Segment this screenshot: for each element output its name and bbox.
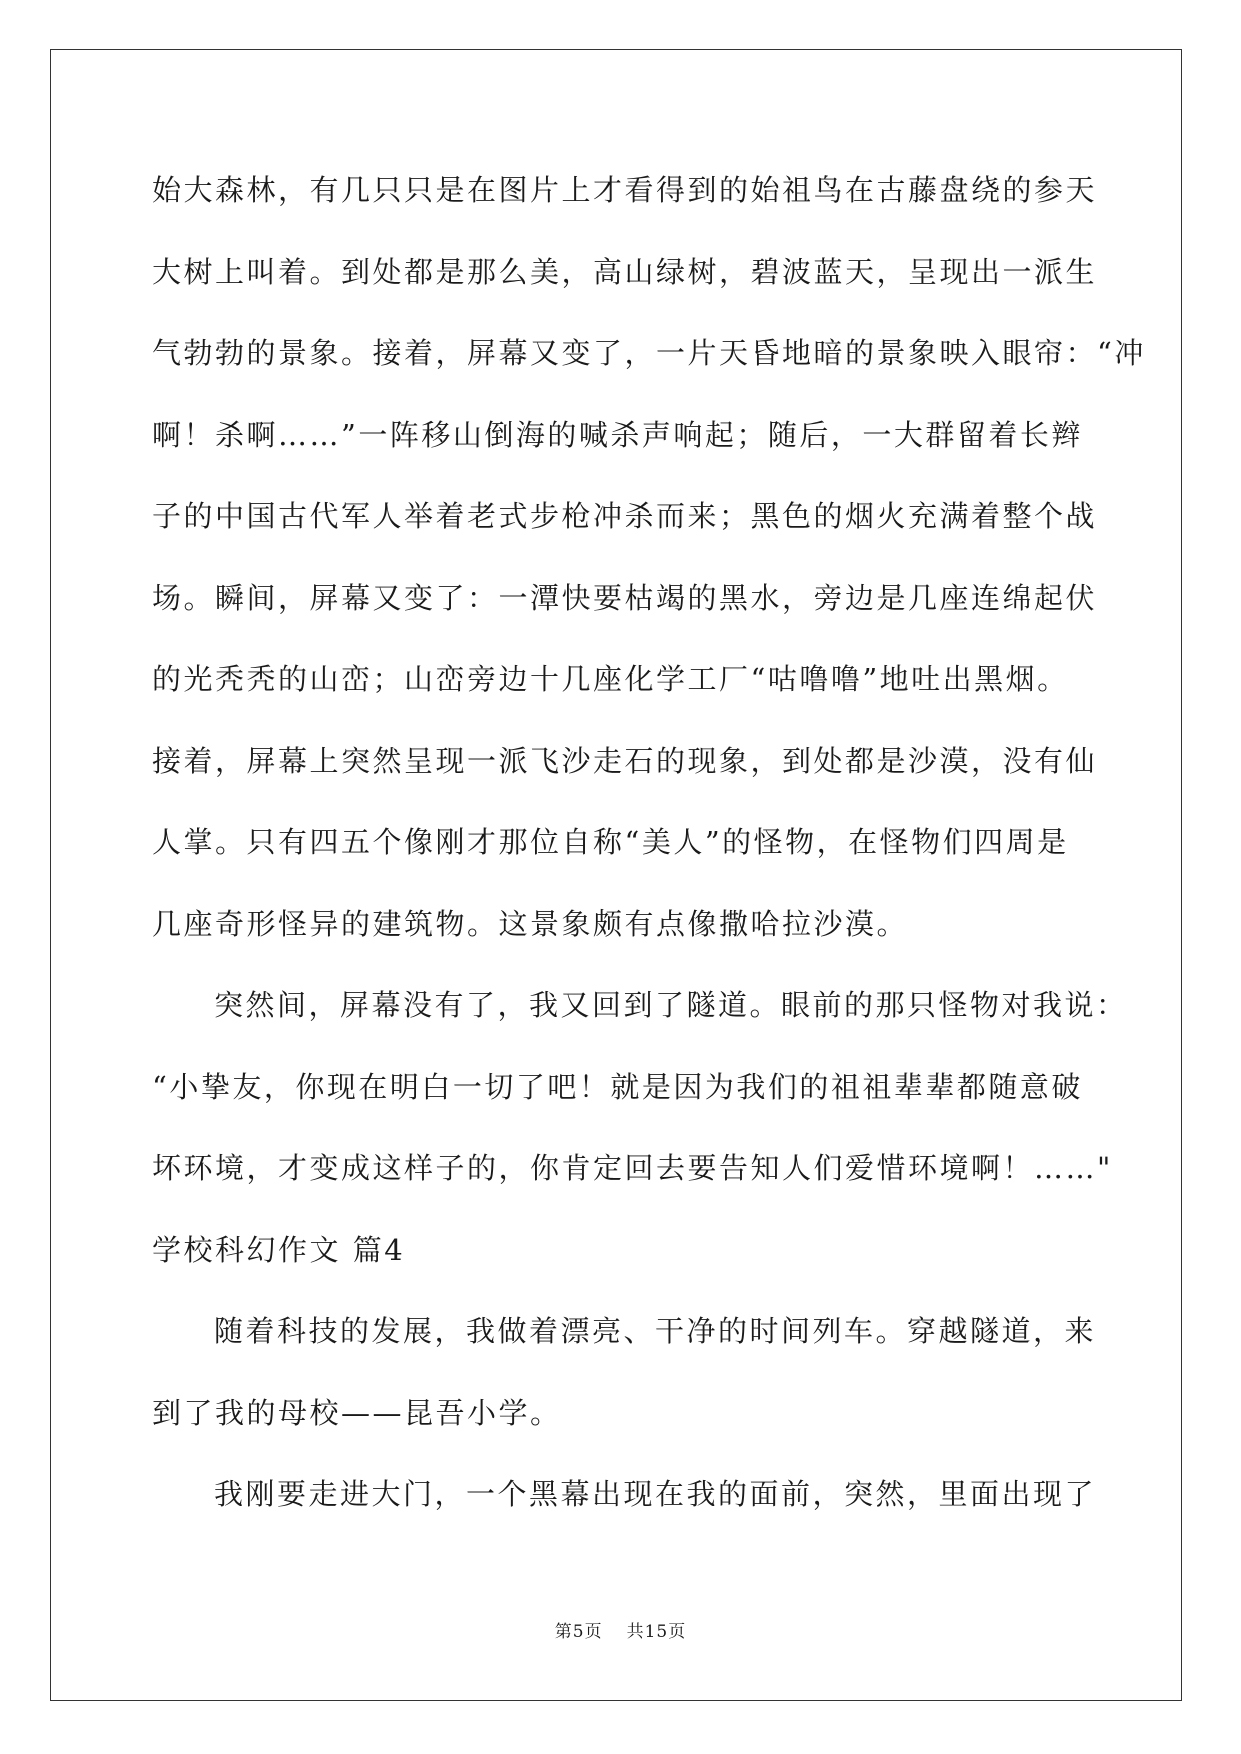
text-line: 的光秃秃的山峦；山峦旁边十几座化学工厂“咕噜噜”地吐出黑烟。 [152,662,1069,696]
text-line: 场。瞬间，屏幕又变了：一潭快要枯竭的黑水，旁边是几座连绵起伏 [152,580,1098,615]
text-line: 大树上叫着。到处都是那么美，高山绿树，碧波蓝天，呈现出一派生 [152,254,1098,289]
text-line: 气勃勃的景象。接着，屏幕又变了，一片天昏地暗的景象映入眼帘：“冲 [152,336,1146,370]
section-heading: 学校科幻作文 篇4 [152,1232,406,1267]
text-line: 啊！杀啊……”一阵移山倒海的喊杀声响起；随后，一大群留着长辫 [152,417,1083,452]
text-line: 人掌。只有四五个像刚才那位自称“美人”的怪物，在怪物们四周是 [152,825,1069,859]
document-body [152,160,1146,1546]
paragraph-start-line: 突然间，屏幕没有了，我又回到了隧道。眼前的那只怪物对我说： [214,988,1128,1022]
text-line: 接着，屏幕上突然呈现一派飞沙走石的现象，到处都是沙漠，没有仙 [152,743,1098,778]
text-line: 子的中国古代军人举着老式步枪冲杀而来；黑色的烟火充满着整个战 [152,499,1098,533]
page-footer [0,1617,1241,1642]
text-line: 几座奇形怪异的建筑物。这景象颇有点像撒哈拉沙漠。 [152,906,909,941]
paragraph-start-line: 随着科技的发展，我做着漂亮、干净的时间列车。穿越隧道，来 [214,1314,1097,1348]
paragraph-start-line: 我刚要走进大门，一个黑幕出现在我的面前，突然，里面出现了 [214,1477,1097,1511]
page-number: 第5页 [554,1622,603,1642]
page-total: 共15页 [626,1622,687,1642]
text-line: 始大森林，有几只只是在图片上才看得到的始祖鸟在古藤盘绕的参天 [152,173,1098,207]
text-line: “小挚友，你现在明白一切了吧！就是因为我们的祖祖辈辈都随意破 [152,1069,1083,1104]
text-line: 坏环境，才变成这样子的，你肯定回去要告知人们爱惜环境啊！……" [152,1151,1113,1185]
text-line: 到了我的母校——昆吾小学。 [152,1395,562,1430]
